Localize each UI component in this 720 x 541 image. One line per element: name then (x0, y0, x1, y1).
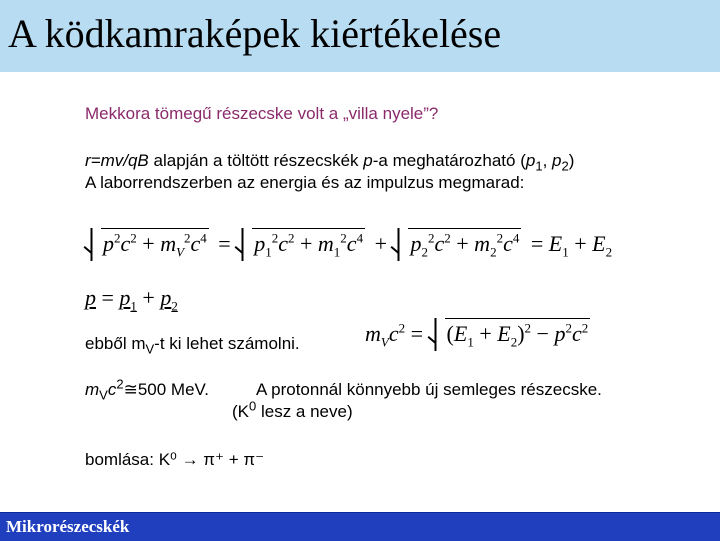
calc-text-a: ebből m (85, 334, 146, 353)
title-bar (0, 0, 720, 72)
calc-text-sub: V (145, 341, 155, 357)
p1-sub: 1 (535, 158, 543, 174)
comma: , (542, 151, 553, 170)
result-sub: V (99, 387, 108, 403)
footer-text: Mikrorészecskék (6, 517, 130, 536)
momentum-line (85, 150, 574, 172)
slide-title: A ködkamraképek kiértékelése (8, 11, 502, 56)
energy-equation: $p^2c^2 + m_V^2c^4$ = $p_1^2c^2 + m_1^2c^4$ + $p_2^2c^2 + m_2^2c^4 = E_1 + E_2$ (85, 228, 612, 257)
result-value: ≅500 MeV. (123, 380, 210, 399)
question-text: Mekkora tömegű részecske volt a „villa nyele”? (85, 104, 439, 123)
decay-line: bomlása: K⁰ → π⁺ + π⁻ (85, 450, 265, 469)
k0-rest: lesz a neve) (256, 402, 353, 421)
p1-symbol: p (525, 151, 536, 170)
mass-equation: $m_Vc^2$ = $(E_1 + E_2)^2 - p^2c^2$ (365, 318, 594, 347)
k0-sup: 0 (249, 398, 257, 414)
footer-bar (0, 512, 720, 541)
calc-text (85, 333, 300, 355)
conservation-line: A laborrendszerben az energia és az impulzus megmarad: (85, 173, 525, 192)
result-line (85, 376, 210, 403)
result-c: c (107, 380, 117, 399)
p2-symbol: p (552, 151, 562, 170)
momentum-equation: $p = p_1 + p_2$ (85, 285, 178, 314)
paren-close: ) (568, 151, 575, 170)
result-description: A protonnál könnyebb új semleges részecske. (256, 380, 602, 399)
formula-r: r=mv/qB (85, 151, 149, 170)
result-sup: 2 (116, 376, 124, 392)
k0-name-note (232, 398, 353, 423)
result-m: m (85, 380, 100, 399)
p-symbol: p (363, 151, 373, 170)
calc-text-b: -t ki lehet számolni. (154, 334, 300, 353)
p2-sub: 2 (561, 158, 569, 174)
line1-text-2: -a meghatározható ( (372, 151, 526, 170)
line1-text: alapján a töltött részecskék (148, 151, 364, 170)
k0-open: (K (232, 402, 249, 421)
